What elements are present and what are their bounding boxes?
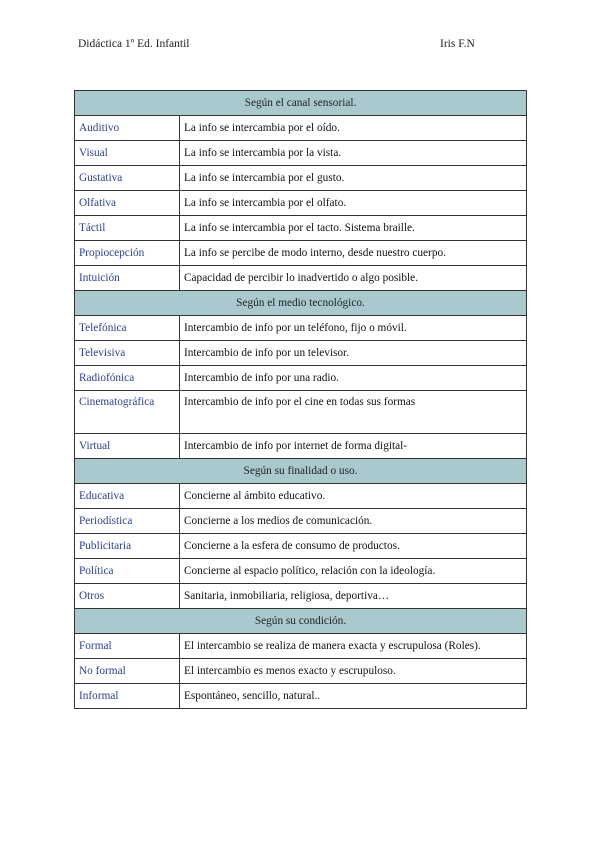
table-row <box>75 659 527 684</box>
type-description: La info se intercambia por el oído. <box>180 116 527 141</box>
type-term: Virtual <box>75 434 180 459</box>
type-description: Intercambio de info por internet de forma digital- <box>180 434 527 459</box>
section-title: Según el canal sensorial. <box>75 91 527 116</box>
table-row <box>75 434 527 459</box>
type-term: Informal <box>75 684 180 709</box>
table-row <box>75 316 527 341</box>
table-row <box>75 484 527 509</box>
table-row <box>75 191 527 216</box>
type-description: El intercambio es menos exacto y escrupuloso. <box>180 659 527 684</box>
table-row <box>75 141 527 166</box>
header-author: Iris F.N <box>440 38 475 50</box>
type-description: Intercambio de info por el cine en todas sus formas <box>180 391 527 434</box>
type-description: Espontáneo, sencillo, natural.. <box>180 684 527 709</box>
type-description: Intercambio de info por un televisor. <box>180 341 527 366</box>
type-term: Formal <box>75 634 180 659</box>
section-title: Según su finalidad o uso. <box>75 459 527 484</box>
type-description: Sanitaria, inmobiliaria, religiosa, deportiva… <box>180 584 527 609</box>
section-header-row <box>75 609 527 634</box>
communication-types-table <box>74 90 527 709</box>
type-term: Otros <box>75 584 180 609</box>
table-row <box>75 684 527 709</box>
section-header-row <box>75 459 527 484</box>
table-row <box>75 166 527 191</box>
table-row <box>75 341 527 366</box>
type-term: Política <box>75 559 180 584</box>
table-row <box>75 534 527 559</box>
type-term: Telefónica <box>75 316 180 341</box>
table-row <box>75 509 527 534</box>
table-row <box>75 584 527 609</box>
section-header-row <box>75 291 527 316</box>
type-term: Visual <box>75 141 180 166</box>
type-term: Gustativa <box>75 166 180 191</box>
type-description: Concierne al ámbito educativo. <box>180 484 527 509</box>
header-course: Didáctica 1º Ed. Infantil <box>78 38 190 50</box>
type-description: Capacidad de percibir lo inadvertido o algo posible. <box>180 266 527 291</box>
table-row <box>75 216 527 241</box>
type-description: Concierne a los medios de comunicación. <box>180 509 527 534</box>
table-row <box>75 559 527 584</box>
type-term: Auditivo <box>75 116 180 141</box>
table-row <box>75 241 527 266</box>
type-term: Propiocepción <box>75 241 180 266</box>
type-term: Televisiva <box>75 341 180 366</box>
type-description: La info se intercambia por el tacto. Sistema braille. <box>180 216 527 241</box>
type-term: Táctil <box>75 216 180 241</box>
type-description: La info se intercambia por la vista. <box>180 141 527 166</box>
type-term: Intuición <box>75 266 180 291</box>
type-description: La info se percibe de modo interno, desde nuestro cuerpo. <box>180 241 527 266</box>
section-title: Según el medio tecnológico. <box>75 291 527 316</box>
table-row <box>75 391 527 434</box>
type-description: Intercambio de info por un teléfono, fijo o móvil. <box>180 316 527 341</box>
table-row <box>75 366 527 391</box>
type-term: Publicitaria <box>75 534 180 559</box>
section-header-row <box>75 91 527 116</box>
type-term: Periodística <box>75 509 180 534</box>
type-description: Concierne al espacio político, relación con la ideología. <box>180 559 527 584</box>
table-row <box>75 634 527 659</box>
type-description: La info se intercambia por el olfato. <box>180 191 527 216</box>
type-description: El intercambio se realiza de manera exacta y escrupulosa (Roles). <box>180 634 527 659</box>
type-description: Concierne a la esfera de consumo de productos. <box>180 534 527 559</box>
type-term: Radiofónica <box>75 366 180 391</box>
type-term: Cinematográfica <box>75 391 180 434</box>
type-term: Olfativa <box>75 191 180 216</box>
type-description: La info se intercambia por el gusto. <box>180 166 527 191</box>
type-term: Educativa <box>75 484 180 509</box>
type-description: Intercambio de info por una radio. <box>180 366 527 391</box>
type-term: No formal <box>75 659 180 684</box>
section-title: Según su condición. <box>75 609 527 634</box>
table-row <box>75 266 527 291</box>
table-row <box>75 116 527 141</box>
